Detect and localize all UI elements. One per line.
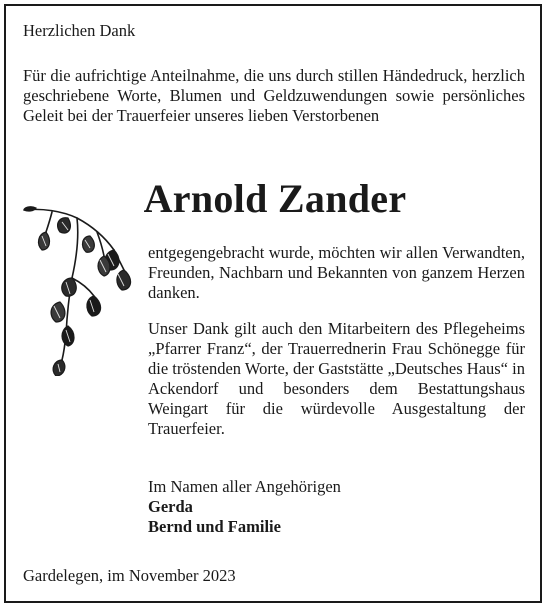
signer-family: Bernd und Familie xyxy=(148,517,281,536)
thanks-paragraph: entgegengebracht wurde, möchten wir allen Verwandten, Freunden, Nachbarn und Bekannten von ganzem Herzen danken. xyxy=(148,243,525,302)
signoff-block xyxy=(148,477,341,537)
deceased-name: Arnold Zander xyxy=(143,176,407,221)
birch-branch-icon xyxy=(22,206,137,376)
staff-thanks-paragraph: Unser Dank gilt auch den Mitarbeitern des Pflegeheims „Pfarrer Franz“, der Trauerrednerin Frau Schönegge für die tröstenden Worte, der Gaststätte „Deutsches Haus“ in Ackendorf und besonders dem Bestattungshaus Weingart für die würdevolle Ausgestaltung der Trauerfeier. xyxy=(148,319,525,438)
intro-paragraph: Für die aufrichtige Anteilnahme, die uns durch stillen Händedruck, herzlich geschriebene Worte, Blumen und Geldzuwendungen sowie persönliches Geleit bei der Trauerfeier unseres lieben Verstorbenen xyxy=(23,66,525,125)
place-date: Gardelegen, im November 2023 xyxy=(23,566,236,585)
notice-heading: Herzlichen Dank xyxy=(23,21,136,40)
signoff-line: Im Namen aller Angehörigen xyxy=(148,477,341,496)
signer-name: Gerda xyxy=(148,497,193,516)
